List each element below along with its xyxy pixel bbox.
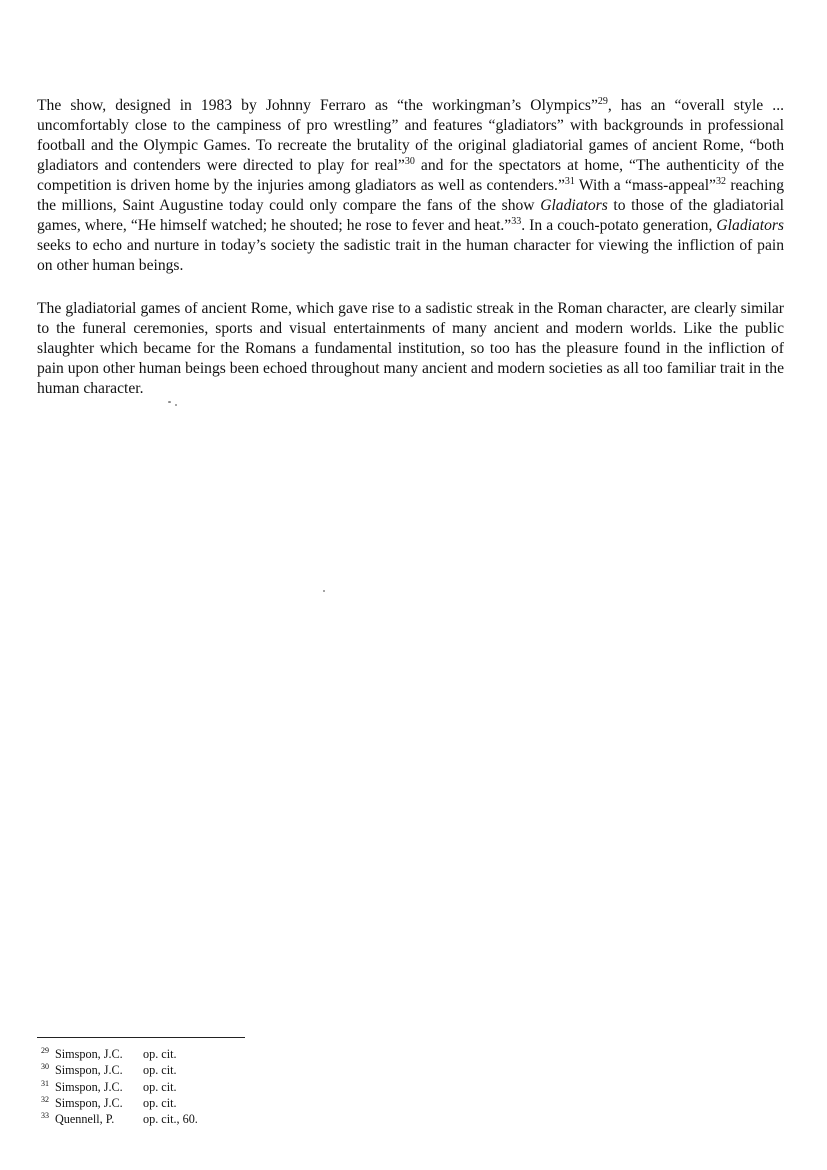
footnote-number: 32 [41, 1094, 49, 1104]
footnote-33 [41, 1111, 341, 1127]
show-title-italic: Gladiators [540, 197, 608, 214]
footnote-29 [41, 1046, 341, 1062]
footnote-reference: op. cit. [143, 1047, 177, 1061]
footnote-author: Simspon, J.C. [55, 1063, 123, 1078]
footnote-separator [37, 1037, 245, 1038]
body-paragraph-2: The gladiatorial games of ancient Rome, which gave rise to a sadistic streak in the Roman character, are clearly similar to the funeral ceremonies, sports and visual entertainments of many ancient and modern worlds. Like the public slaughter which became for the Romans a fundamental institution, so too has the pleasure found in the infliction of pain upon other human beings been echoed throughout many ancient and modern societies as all too familiar trait in the human character. [37, 300, 784, 397]
footnote-author: Simspon, J.C. [55, 1079, 123, 1094]
footnote-ref-33: 33 [511, 216, 522, 227]
text-run: . In a couch-potato generation, [521, 217, 717, 234]
footnote-number: 33 [41, 1111, 49, 1121]
body-paragraph-1 [37, 96, 784, 276]
show-title-italic: Gladiators [716, 217, 785, 234]
footnote-ref-29: 29 [597, 96, 608, 107]
footnotes-list [41, 1046, 341, 1127]
footnote-author: Simspon, J.C. [55, 1047, 123, 1061]
text-run: With a “mass-appeal” [574, 177, 716, 194]
footnote-author: Quennell, P. [55, 1112, 115, 1127]
text-run: reaching the millions, Saint Augustine today could only compare the fans of the show [37, 177, 784, 214]
scan-speck [175, 404, 177, 406]
footnote-reference: op. cit. [143, 1095, 177, 1110]
footnote-reference: op. cit. [143, 1079, 177, 1094]
footnote-32 [41, 1095, 341, 1111]
footnote-number: 31 [41, 1078, 49, 1088]
footnote-ref-30: 30 [404, 156, 415, 167]
footnote-reference: op. cit., 60. [143, 1112, 198, 1127]
footnote-reference: op. cit. [143, 1063, 177, 1078]
footnote-number: 30 [41, 1062, 49, 1072]
footnote-ref-32: 32 [715, 176, 726, 187]
footnote-ref-31: 31 [564, 176, 575, 187]
text-run: to those of the gladiatorial games, where, “He himself watched; he shouted; he rose to fever and heat.” [37, 197, 785, 234]
footnote-author: Simspon, J.C. [55, 1095, 123, 1110]
scan-speck [323, 590, 325, 592]
text-run: and for the spectators at home, “The authenticity of the competition is driven home by the injuries among gladiators as well as contenders.” [37, 157, 784, 194]
footnote-30 [41, 1062, 341, 1078]
footnote-31 [41, 1079, 341, 1095]
footnote-number: 29 [41, 1046, 49, 1055]
text-run: seeks to echo and nurture in today’s society the sadistic trait in the human character for viewing the infliction of pain on other human beings. [37, 237, 784, 274]
text-run: The show, designed in 1983 by Johnny Ferraro as “the workingman’s Olympics” [37, 97, 598, 114]
text-run: , has an “overall style ... uncomfortably close to the campiness of pro wrestling” and features “gladiators” with backgrounds in professional football and the Olympic Games. To recreate the brutality of the original gladiatorial games of ancient Rome, “both gladiators and contenders were directed to play for real” [37, 97, 784, 174]
scan-speck [168, 401, 171, 403]
